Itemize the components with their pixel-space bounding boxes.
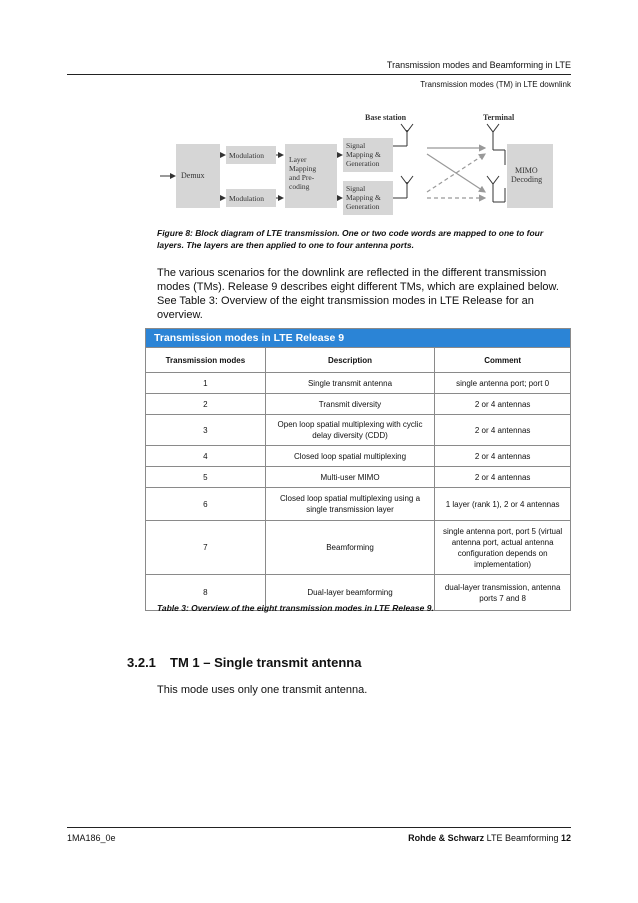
table-row (146, 446, 571, 467)
lte-block-diagram (155, 110, 575, 220)
footer-publisher (408, 833, 571, 843)
column-header-comment: Comment (435, 348, 571, 373)
modulation-label-top: Modulation (229, 151, 264, 160)
cell-description: Closed loop spatial multiplexing using a single transmission layer (265, 488, 435, 521)
section-body: This mode uses only one transmit antenna. (157, 684, 368, 696)
cell-mode: 8 (146, 575, 266, 611)
cell-description: Open loop spatial multiplexing with cyclic delay diversity (CDD) (265, 415, 435, 446)
cell-comment: 2 or 4 antennas (435, 467, 571, 488)
cell-mode: 7 (146, 521, 266, 575)
cell-comment: single antenna port; port 0 (435, 373, 571, 394)
cell-comment: single antenna port, port 5 (virtual antenna port, actual antenna configuration depends on implementation) (435, 521, 571, 575)
table-caption: Table 3: Overview of the eight transmission modes in LTE Release 9. (157, 603, 434, 613)
cell-description: Transmit diversity (265, 394, 435, 415)
header-rule (67, 74, 571, 75)
section-title: TM 1 – Single transmit antenna (170, 655, 362, 670)
table-row (146, 373, 571, 394)
cell-description: Multi-user MIMO (265, 467, 435, 488)
mimo-decoding-label: MIMO Decoding (511, 166, 543, 184)
cell-comment: 2 or 4 antennas (435, 415, 571, 446)
table-row (146, 415, 571, 446)
cell-mode: 6 (146, 488, 266, 521)
body-paragraph: The various scenarios for the downlink are reflected in the different transmission modes (TMs). Release 9 describes eight different TMs, which are explained below. See Table 3: Overview of the eight transmission modes in LTE Release for an overview. (157, 267, 559, 321)
table-title: Transmission modes in LTE Release 9 (146, 329, 571, 348)
cell-description: Closed loop spatial multiplexing (265, 446, 435, 467)
tx-antenna-top-icon (393, 124, 413, 146)
section-number: 3.2.1 (127, 655, 156, 670)
cell-comment: 2 or 4 antennas (435, 394, 571, 415)
cell-comment: dual-layer transmission, antenna ports 7 and 8 (435, 575, 571, 611)
header-title: Transmission modes and Beamforming in LTE (386, 60, 571, 70)
footer-doc-title: LTE Beamforming (484, 833, 561, 843)
table-row (146, 488, 571, 521)
table-row (146, 521, 571, 575)
layer-mapping-label: Layer Mapping and Pre- coding (289, 155, 317, 191)
cell-description: Beamforming (265, 521, 435, 575)
column-header-description: Description (265, 348, 435, 373)
footer-rule (67, 827, 571, 828)
figure-caption: Figure 8: Block diagram of LTE transmission. One or two code words are mapped to one to four layers. The layers are then applied to one to four antenna ports. (157, 228, 544, 250)
rx-antenna-bottom-icon (487, 176, 505, 202)
cell-comment: 1 layer (rank 1), 2 or 4 antennas (435, 488, 571, 521)
section-heading (127, 655, 361, 670)
column-header-mode: Transmission modes (146, 348, 266, 373)
tx-antenna-bottom-icon (393, 176, 413, 198)
header-subtitle: Transmission modes (TM) in LTE downlink (420, 80, 571, 89)
cell-description: Single transmit antenna (265, 373, 435, 394)
cell-description: Dual-layer beamforming (265, 575, 435, 611)
table-row (146, 467, 571, 488)
signal-mapping-label-top: Signal Mapping & Generation (346, 141, 381, 168)
transmission-modes-table (145, 328, 571, 611)
cell-mode: 1 (146, 373, 266, 394)
cell-mode: 2 (146, 394, 266, 415)
demux-label: Demux (181, 171, 205, 180)
cell-mode: 4 (146, 446, 266, 467)
footer-company: Rohde & Schwarz (408, 833, 485, 843)
table-row (146, 394, 571, 415)
cell-comment: 2 or 4 antennas (435, 446, 571, 467)
cell-mode: 3 (146, 415, 266, 446)
signal-mapping-label-bottom: Signal Mapping & Generation (346, 184, 381, 211)
base-station-label: Base station (365, 113, 407, 122)
footer-page-number: 12 (560, 833, 571, 843)
modulation-label-bottom: Modulation (229, 194, 264, 203)
footer-doc-id: 1MA186_0e (67, 833, 116, 843)
terminal-label: Terminal (483, 113, 515, 122)
cell-mode: 5 (146, 467, 266, 488)
rx-antenna-top-icon (487, 124, 505, 165)
